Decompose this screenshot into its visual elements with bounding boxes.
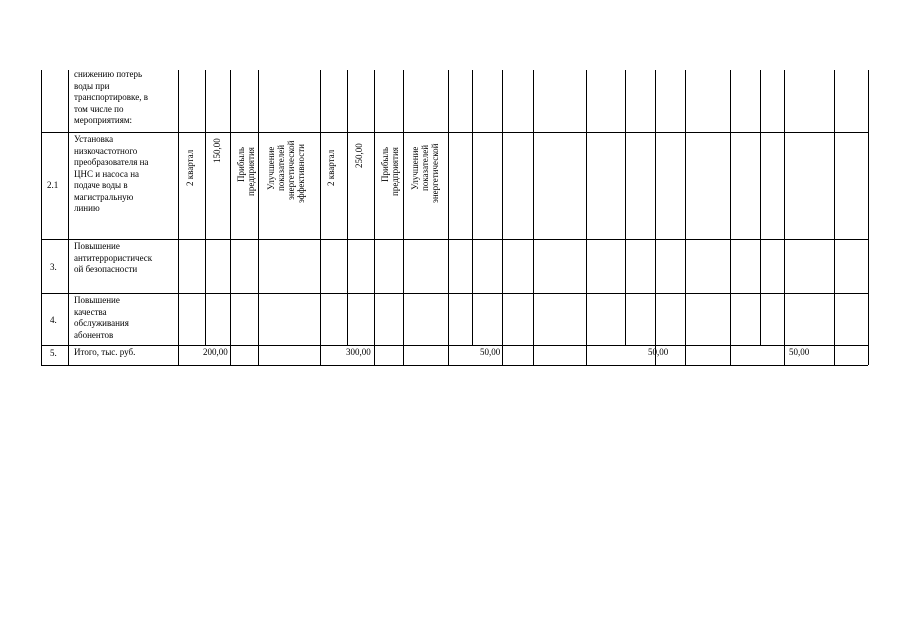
cell-effect-line: эффективности	[296, 144, 306, 203]
col-divider	[403, 70, 404, 365]
col-divider	[347, 70, 348, 345]
cell-description-line: воды при	[74, 80, 110, 91]
col-divider	[448, 70, 449, 365]
col-divider	[760, 70, 761, 345]
total-value: 50,00	[648, 347, 669, 357]
col-divider	[502, 70, 503, 365]
cell-description-line: антитеррористическ	[74, 252, 153, 263]
cell-description: Итого, тыс. руб.	[74, 347, 136, 357]
cell-period: 2 квартал	[185, 149, 195, 186]
col-divider	[472, 70, 473, 345]
col-divider	[374, 70, 375, 365]
cell-description-line: преобразователя на	[74, 157, 149, 167]
col-divider	[655, 70, 656, 365]
cell-period: 2 квартал	[326, 149, 336, 186]
col-divider	[784, 70, 785, 365]
col-divider	[533, 70, 534, 365]
cell-description-line: Повышение	[74, 295, 120, 305]
cell-source-line: предприятия	[246, 147, 256, 196]
row-divider	[41, 365, 868, 366]
cell-description-line: снижению потерь	[74, 69, 143, 79]
cell-description-line: транспортировке, в	[74, 92, 148, 102]
col-divider	[41, 70, 42, 365]
cell-effect-line: энергетической	[286, 140, 296, 200]
col-divider	[320, 70, 321, 365]
total-value: 200,00	[203, 347, 228, 357]
cell-description-line: ЦНС и насоса на	[74, 168, 140, 179]
cell-source-line: предприятия	[390, 147, 400, 196]
col-divider	[68, 70, 69, 365]
cell-source-line: Прибыль	[380, 146, 390, 182]
cell-cost: 150,00	[212, 138, 222, 163]
cell-effect-line: показателей	[276, 144, 286, 191]
col-divider	[205, 70, 206, 345]
col-divider	[685, 70, 686, 365]
row-divider	[41, 132, 868, 133]
cell-description-line: линию	[74, 203, 100, 213]
row-number: 4.	[50, 315, 57, 325]
row-divider	[41, 293, 868, 294]
col-divider	[178, 70, 179, 365]
total-value: 50,00	[480, 347, 501, 357]
cell-description-line: том числе по	[74, 103, 124, 114]
cell-description-line: подаче воды в	[74, 180, 128, 190]
col-divider	[258, 70, 259, 365]
cell-description-line: обслуживания	[74, 318, 129, 328]
col-divider	[730, 70, 731, 365]
cell-cost: 250,00	[354, 143, 364, 168]
cell-effect-line: показателей	[420, 144, 430, 191]
row-number: 3.	[50, 262, 57, 272]
cell-effect-line: энергетической	[430, 143, 440, 203]
row-divider	[41, 239, 868, 240]
cell-description-line: Установка	[74, 134, 114, 144]
cell-description-line: ой безопасности	[74, 264, 138, 274]
cell-description-line: низкочастотного	[74, 145, 138, 156]
row-divider	[41, 345, 868, 346]
col-divider	[834, 70, 835, 365]
col-divider	[868, 70, 869, 365]
cell-description-line: магистральную	[74, 191, 134, 202]
cell-description-line: качества	[74, 306, 107, 317]
cell-effect-line: Улучшение	[266, 146, 276, 190]
row-number: 2.1	[47, 180, 59, 190]
cell-description-line: мероприятиям:	[74, 115, 133, 125]
cell-source-line: Прибыль	[236, 146, 246, 182]
cell-description-line: абонентов	[74, 329, 114, 340]
row-number: 5.	[50, 348, 57, 358]
col-divider	[230, 70, 231, 365]
cell-description-line: Повышение	[74, 241, 120, 251]
cell-effect-line: Улучшение	[410, 146, 420, 190]
col-divider	[625, 70, 626, 345]
total-value: 50,00	[789, 347, 810, 357]
col-divider	[586, 70, 587, 365]
total-value: 300,00	[346, 347, 371, 357]
